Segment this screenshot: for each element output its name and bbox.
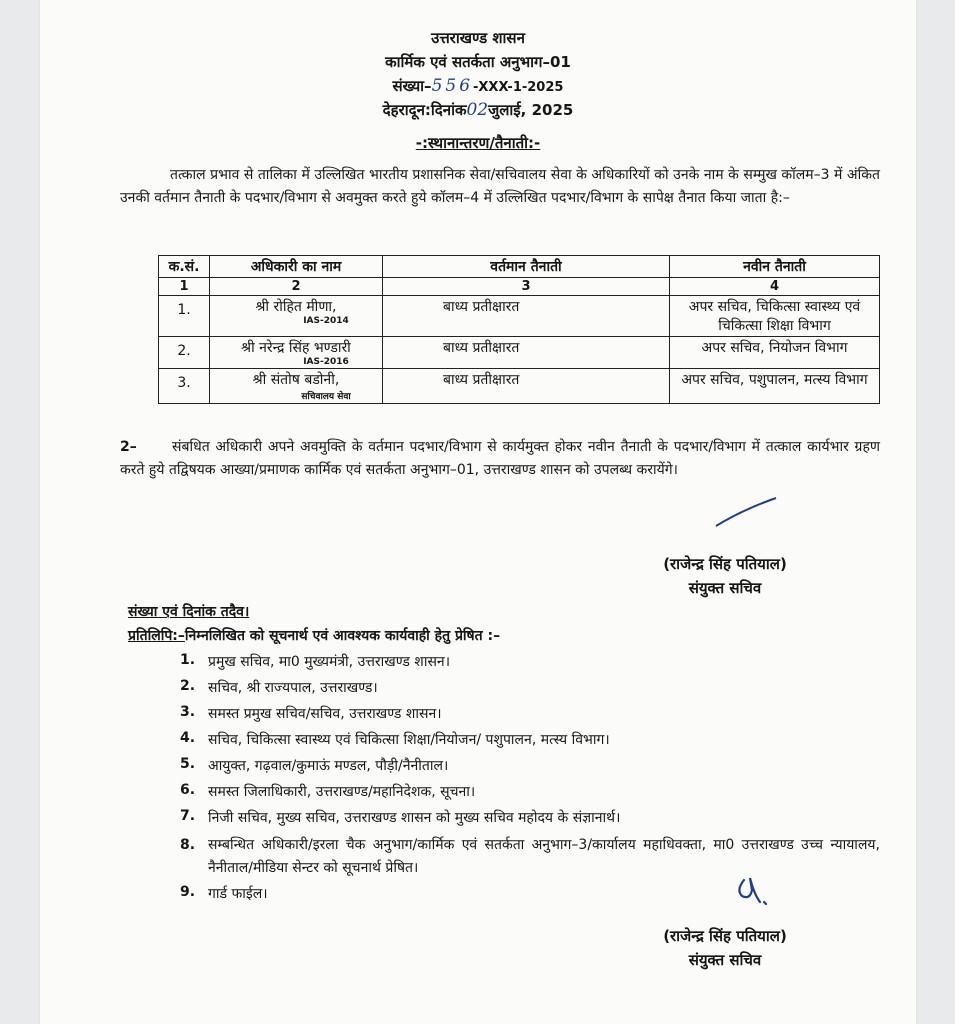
officer-name: श्री नरेन्द्र सिंह भण्डारी [241,340,351,356]
header-current-posting: वर्तमान तैनाती [383,256,670,278]
table-row [159,296,880,337]
signatory-designation: संयुक्त सचिव [688,951,762,969]
signatory-name: (राजेन्द्र सिंह पतियाल) [663,927,787,945]
col-number: 1 [159,278,210,296]
item-number: 6. [180,782,196,798]
cell-new: अपर सचिव, चिकित्सा स्वास्थ्य एवं चिकित्सा शिक्षा विभाग [670,296,880,337]
item-text: समस्त प्रमुख सचिव/सचिव, उत्तराखण्ड शासन। [208,706,442,722]
table-header-row [159,256,880,278]
paragraph-2 [120,436,880,482]
cell-current: बाध्य प्रतीक्षारत [383,296,670,337]
cell-officer [210,369,383,404]
department-title: कार्मिक एवं सतर्कता अनुभाग–01 [385,53,571,71]
cell-officer [210,296,383,337]
item-number: 7. [180,808,196,824]
signatory-designation: संयुक्त सचिव [688,579,762,597]
item-number: 4. [180,730,196,746]
cell-current: बाध्य प्रतीक्षारत [383,369,670,404]
number-handwritten: 556 [431,76,474,96]
cell-sno: 2. [159,337,210,369]
date-suffix: जुलाई, 2025 [488,101,574,119]
item-number: 8. [180,837,196,853]
date-prefix: देहरादून:दिनांक [382,101,467,119]
cell-new: अपर सचिव, नियोजन विभाग [670,337,880,369]
col-number: 4 [670,278,880,296]
signature-mark-1 [712,494,782,530]
order-number [40,76,916,96]
item-number: 5. [180,756,196,772]
item-text: आयुक्त, गढ़वाल/कुमाऊं मण्डल, पौड़ी/नैनीताल। [208,758,449,774]
item-number: 1. [180,652,196,668]
list-item [180,782,880,808]
copy-heading-text: निम्नलिखित को सूचनार्थ एवं आवश्यक कार्यवाही हेतु प्रेषित :– [184,628,501,644]
officer-name: श्री संतोष बडोनी, [252,372,340,388]
table-row [159,337,880,369]
order-date [40,100,916,120]
signature-block-2 [600,924,850,972]
header-sno: क.सं. [159,256,210,278]
signature-block-1 [600,552,850,600]
item-text: निजी सचिव, मुख्य सचिव, उत्तराखण्ड शासन को मुख्य सचिव महोदय के संज्ञानार्थ। [208,810,621,826]
paragraph-2-number: 2– [120,439,137,455]
document-page [40,0,916,1024]
list-item [180,678,880,704]
cell-new: अपर सचिव, पशुपालन, मत्स्य विभाग [670,369,880,404]
item-text: प्रमुख सचिव, मा0 मुख्यमंत्री, उत्तराखण्ड शासन। [208,654,450,670]
list-item [180,652,880,678]
item-number: 9. [180,884,196,900]
item-text: सचिव, चिकित्सा स्वास्थ्य एवं चिकित्सा शिक्षा/नियोजन/ पशुपालन, मत्स्य विभाग। [208,732,610,748]
cell-current: बाध्य प्रतीक्षारत [383,337,670,369]
reference-line: संख्या एवं दिनांक तदैव। [128,604,250,620]
table-row [159,369,880,404]
col-number: 2 [210,278,383,296]
officer-service: IAS-2016 [303,357,349,367]
officer-service: IAS-2014 [303,316,349,326]
paragraph-2-text: संबधित अधिकारी अपने अवमुक्ति के वर्तमान पदभार/विभाग से कार्यमुक्त होकर नवीन तैनाती के पदभार/विभाग में तत्काल कार्यभार ग्रहण करते हुये तद्विषयक आख्या/प्रमाणक कार्मिक एवं सतर्कता अनुभाग–01, उत्तराखण्ड शासन को उपलब्ध करायेंगे। [120,439,880,478]
officer-service: सचिवालय सेवा [301,392,351,402]
list-item [180,808,880,834]
number-prefix: संख्या– [392,77,432,95]
subject-heading: -:स्थानान्तरण/तैनाती:- [415,134,541,152]
transfer-table [158,255,880,404]
date-handwritten: 02 [466,100,489,120]
copy-heading [128,626,500,645]
officer-name: श्री रोहित मीणा, [255,299,337,315]
item-number: 2. [180,678,196,694]
item-number: 3. [180,704,196,720]
cell-sno: 3. [159,369,210,404]
intro-paragraph: तत्काल प्रभाव से तालिका में उल्लिखित भारतीय प्रशासनिक सेवा/सचिवालय सेवा के अधिकारियों को उनके नाम के सम्मुख कॉलम–3 में अंकित उनकी वर्तमान तैनाती के पदभार/विभाग से अवमुक्त करते हुये कॉलम–4 में उल्लिखित पदभार/विभाग के सापेक्ष तैनात किया जाता है:– [120,167,880,206]
govt-title: उत्तराखण्ड शासन [431,29,525,47]
cell-officer [210,337,383,369]
header-new-posting: नवीन तैनाती [670,256,880,278]
item-text: गार्ड फाईल। [208,886,268,902]
item-text: समस्त जिलाधिकारी, उत्तराखण्ड/महानिदेशक, सूचना। [208,784,476,800]
col-number: 3 [383,278,670,296]
header-officer-name: अधिकारी का नाम [210,256,383,278]
number-suffix: -XXX-1-2025 [473,80,564,95]
list-item [180,756,880,782]
item-text: सचिव, श्री राज्यपाल, उत्तराखण्ड। [208,680,378,696]
cell-sno: 1. [159,296,210,337]
item-text: सम्बन्धित अधिकारी/इरला चैक अनुभाग/कार्मिक एवं सतर्कता अनुभाग–3/कार्यालय महाधिवक्ता, मा0 उत्तराखण्ड उच्च न्यायालय, नैनीताल/मीडिया सेन्टर को सूचनार्थ प्रेषित। [208,837,880,876]
copy-label: प्रतिलिपि:– [128,628,185,644]
table-column-number-row [159,278,880,296]
list-item [180,730,880,756]
list-item [180,704,880,730]
signature-mark-2 [730,872,780,912]
signatory-name: (राजेन्द्र सिंह पतियाल) [663,555,787,573]
